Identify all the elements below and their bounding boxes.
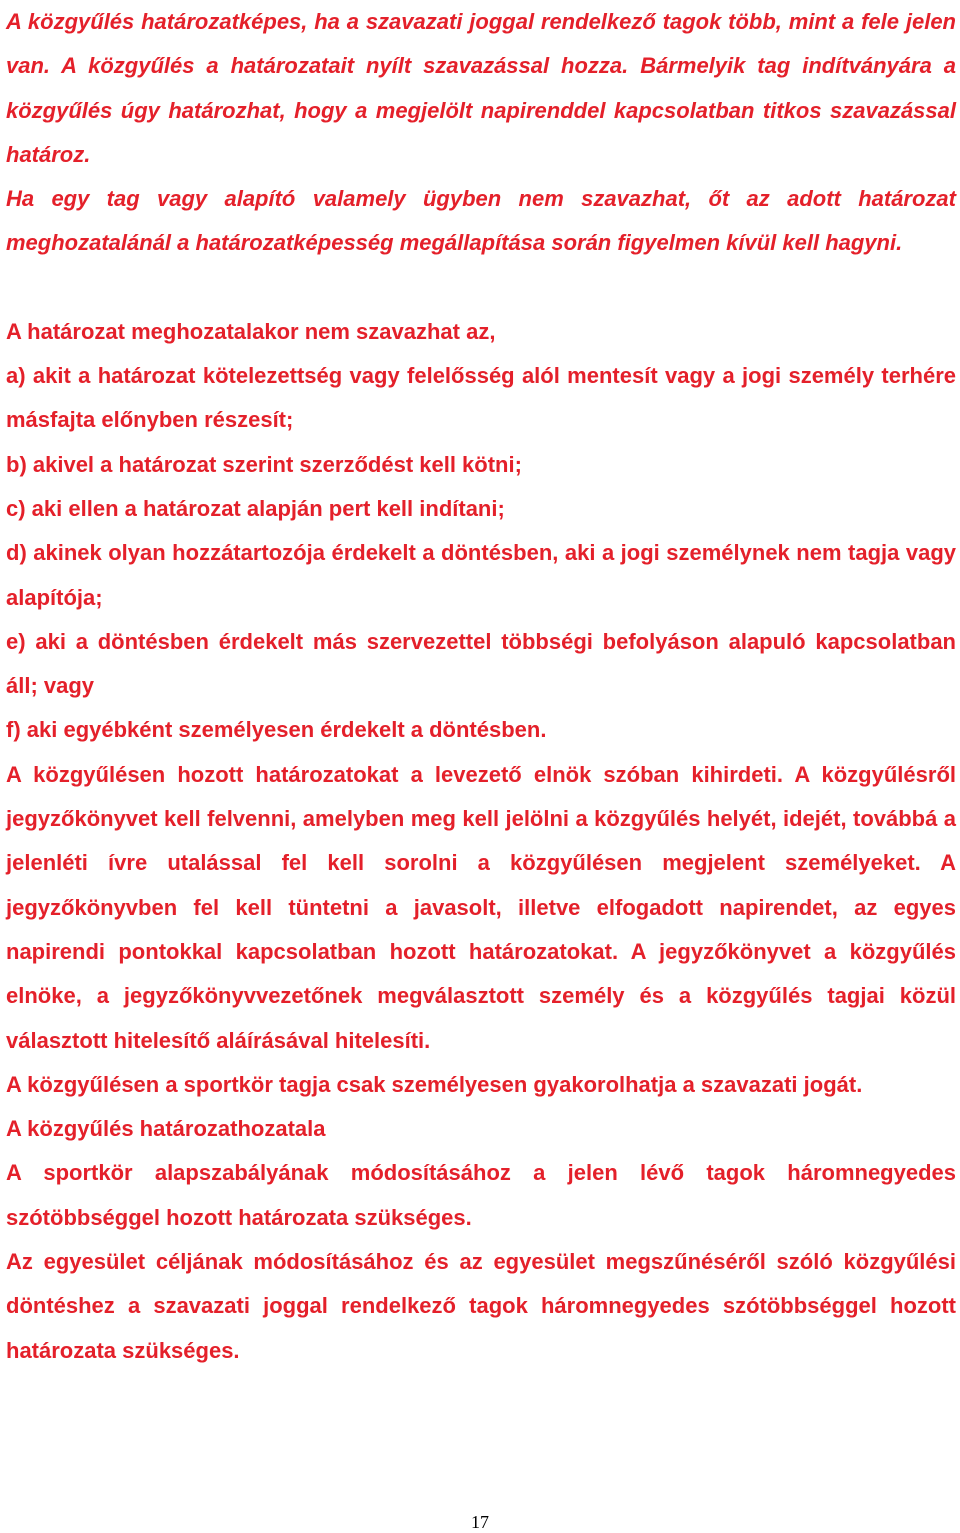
list-item-f: f) aki egyébként személyesen érdekelt a döntésben.	[6, 717, 547, 743]
paragraph-statute-amendment: A sportkör alapszabályának módosításához a jelen lévő tagok háromnegyedes szótöbbséggel hozott határozata szükséges.	[6, 1160, 956, 1230]
paragraph-dissolution: Az egyesület céljának módosításához és az egyesület megszűnéséről szóló közgyűlési döntéshez a szavazati joggal rendelkező tagok háromnegyedes szótöbbséggel hozott határozata szükséges.	[6, 1249, 956, 1363]
list-item-d: d) akinek olyan hozzátartozója érdekelt a döntésben, aki a jogi személynek nem tagja vagy alapítója;	[6, 540, 956, 610]
list-item-e: e) aki a döntésben érdekelt más szervezettel többségi befolyáson alapuló kapcsolatban áll; vagy	[6, 628, 956, 699]
document-page	[6, 0, 956, 1373]
paragraph-excluded-member: Ha egy tag vagy alapító valamely ügyben nem szavazhat, őt az adott határozat meghozatalánál a határozatképesség megállapítása során figyelmen kívül kell hagyni.	[6, 186, 956, 256]
list-item-c: c) aki ellen a határozat alapján pert kell indítani;	[6, 495, 505, 521]
paragraph-quorum: A közgyűlés határozatképes, ha a szavazati joggal rendelkező tagok több, mint a fele jelen van. A közgyűlés a határozatait nyílt szavazással hozza. Bármelyik tag indítványára a közgyűlés úgy határozhat, hogy a megjelölt napirenddel kapcsolatban titkos szavazással határoz.	[6, 9, 956, 167]
list-item-b: b) akivel a határozat szerint szerződést kell kötni;	[6, 451, 522, 477]
section-heading: A közgyűlés határozathozatala	[6, 1116, 326, 1142]
page-number: 17	[471, 1512, 489, 1532]
paragraph-spacer	[6, 266, 956, 310]
paragraph-minutes: A közgyűlésen hozott határozatokat a levezető elnök szóban kihirdeti. A közgyűlésről jegyzőkönyvet kell felvenni, amelyben meg kell jelölni a közgyűlés helyét, idejét, továbbá a jelenléti ívre utalással fel kell sorolni a közgyűlésen megjelent személyeket. A jegyzőkönyvben fel kell tüntetni a javasolt, illetve elfogadott napirendet, az egyes napirendi pontokkal kapcsolatban hozott határozatokat. A jegyzőkönyvet a közgyűlés elnöke, a jegyzőkönyvvezetőnek megválasztott személy és a közgyűlés tagjai közül választott hitelesítő aláírásával hitelesíti.	[6, 761, 956, 1053]
paragraph-personal-vote: A közgyűlésen a sportkör tagja csak személyesen gyakorolhatja a szavazati jogát.	[6, 1071, 863, 1097]
paragraph-voting-exclusion-intro: A határozat meghozatalakor nem szavazhat az,	[6, 318, 496, 344]
list-item-a: a) akit a határozat kötelezettség vagy felelősség alól mentesít vagy a jogi személy terhére másfajta előnyben részesít;	[6, 363, 956, 433]
